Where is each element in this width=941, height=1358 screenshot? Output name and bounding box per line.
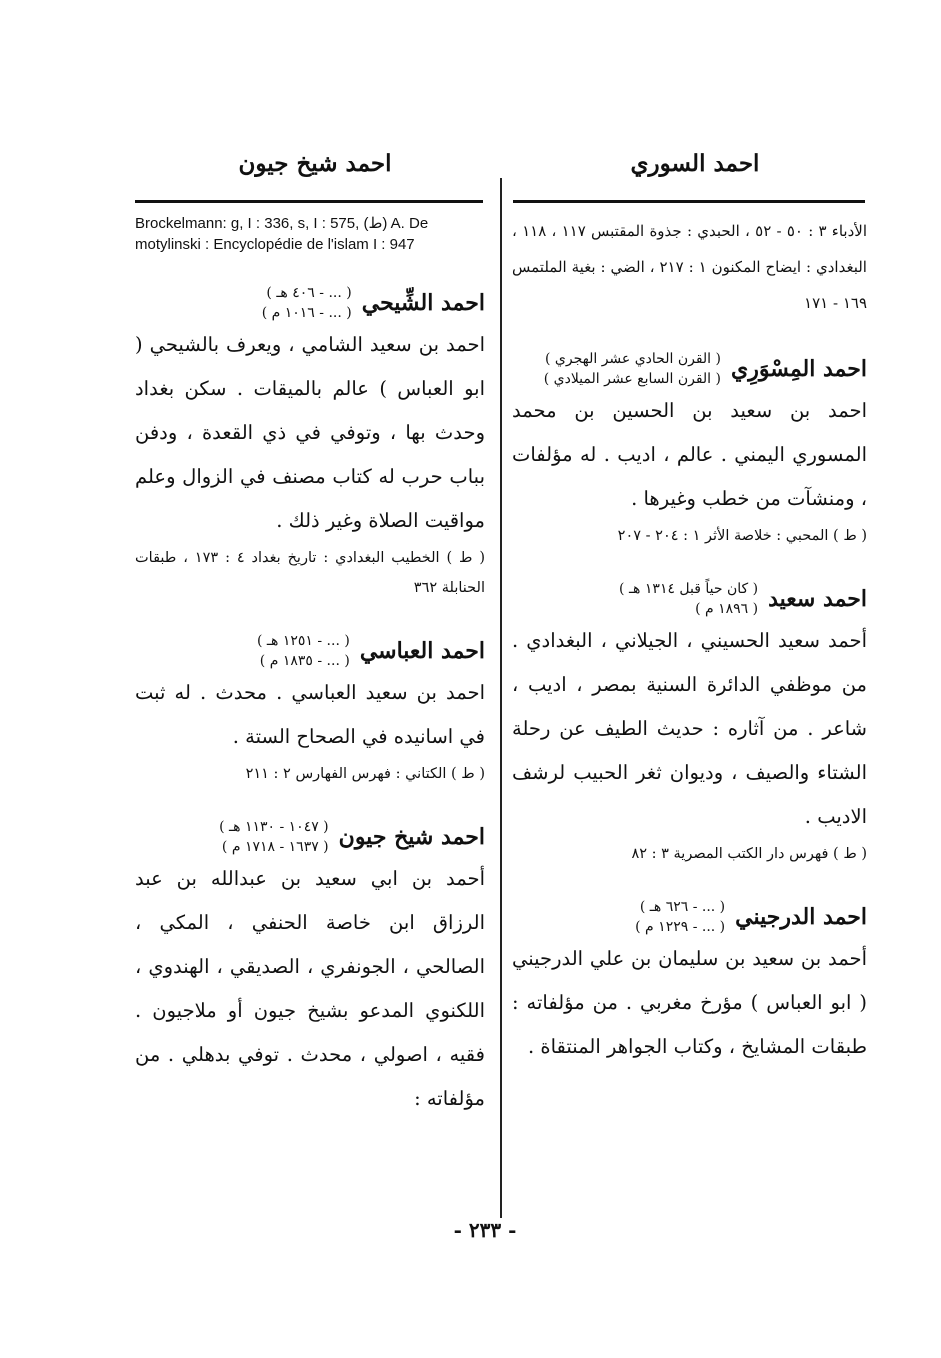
entry-heading (512, 897, 867, 937)
left-column (135, 213, 485, 1121)
running-head-left: احمد شيخ جيون (238, 150, 392, 177)
entry-body: احمد بن سعيد الشامي ، ويعرف بالشيحي ( ابو العباس ) عالم بالميقات . سكن بغداد وحدث بها ، وتوفي في ذي القعدة ، ودفن بباب حرب له كتاب مصنف في الزوال وعلم مواقيت الصلاة وغير ذلك . (135, 333, 485, 532)
entry-heading (135, 817, 485, 857)
running-head-right: احمد السوري (630, 150, 760, 177)
entry-name: احمد سعيد (768, 586, 867, 612)
entry-references: ( ط ) فهرس دار الكتب المصرية ٣ : ٨٢ (631, 846, 867, 862)
entry-dates (544, 349, 721, 389)
date-gregorian: ( ... - ١٨٣٥ م ) (259, 653, 350, 669)
date-gregorian: ( ١٦٣٧ - ١٧١٨ م ) (221, 839, 329, 855)
entry-heading (135, 283, 485, 323)
entry-heading (512, 579, 867, 619)
header-rule-right (513, 200, 865, 203)
entry-heading (135, 631, 485, 671)
entry-name: احمد الدرجيني (735, 904, 867, 930)
continued-references: الأدباء ٣ : ٥٠ - ٥٢ ، الحبدي : جذوة المقتبس ١١٧ ، ١١٨ ، البغدادي : ايضاح المكنون ١ : ٢١٧ ، الضي : بغية الملتمس ١٦٩ - ١٧١ (512, 222, 868, 312)
column-divider (500, 178, 502, 1218)
entry-name: احمد الشِّيحي (361, 290, 485, 316)
entry-body: أحمد بن ابي سعيد بن عبدالله بن عبد الرزاق ابن خاصة الحنفي ، المكي ، الصالحي ، الجونفري ، الصديقي ، الهندوي ، اللكنوي المدعو بشيخ جيون أو ملاجيون . فقيه ، اصولي ، محدث . توفي بدهلي . من مؤلفاته : (135, 867, 485, 1110)
date-gregorian: ( ... - ١٠١٦ م ) (261, 305, 352, 321)
entry-body: احمد بن سعيد العباسي . محدث . له ثبت في اسانيده في الصحاح الستة . (135, 681, 485, 748)
entry-dates (219, 817, 329, 857)
page-number: - ٢٣٣ - (453, 1218, 517, 1242)
entry-references: ( ط ) الخطيب البغدادي : تاريخ بغداد ٤ : ١٧٣ ، طبقات الحنابلة ٣٦٢ (135, 550, 485, 596)
entry-body: أحمد بن سعيد بن سليمان بن علي الدرجيني ( ابو العباس ) مؤرخ مغربي . من مؤلفاته : طبقات المشايخ ، وكتاب الجواهر المنتقاة . (512, 947, 867, 1058)
entry-body: احمد بن سعيد بن الحسين بن محمد المسوري اليمني . عالم ، اديب . له مؤلفات ، ومنشآت من خطب وغيرها . (512, 399, 867, 510)
entry-name: احمد العباسي (359, 638, 485, 664)
date-gregorian: ( القرن السابع عشر الميلادي ) (543, 371, 721, 387)
date-hijri: ( ... - ١٢٥١ هـ ) (256, 633, 350, 649)
entry-dates (257, 631, 350, 671)
latin-references: Brockelmann: g, I : 336, s, I : 575, (ط) A. De motylinski : Encyclopédie de l'islam I : 947 (135, 215, 429, 253)
date-hijri: ( ... - ٤٠٦ هـ ) (266, 285, 352, 301)
date-gregorian: ( ... - ١٢٢٩ م ) (635, 919, 726, 935)
date-hijri: ( كان حياً قبل ١٣١٤ هـ ) (619, 581, 759, 597)
header-rule-left (135, 200, 483, 203)
date-hijri: ( ... - ٦٢٦ هـ ) (639, 899, 726, 915)
entry-name: احمد شيخ جيون (338, 824, 485, 850)
entry-body: أحمد سعيد الحسيني ، الجيلاني ، البغدادي . من موظفي الدائرة السنية بمصر ، اديب ، شاعر . من آثاره : حديث الطيف عن رحلة الشتاء والصيف ، وديوان ثغر الحبيب لرشف الاديب . (512, 629, 867, 828)
entry-heading (512, 349, 867, 389)
entry-name: احمد المِسْوَرِي (730, 356, 867, 382)
right-column (512, 213, 867, 1069)
date-gregorian: ( ١٨٩٦ م ) (695, 601, 759, 617)
entry-dates (262, 283, 352, 323)
date-hijri: ( ١٠٤٧ - ١١٣٠ هـ ) (219, 819, 329, 835)
entry-dates (619, 579, 758, 619)
entry-references: ( ط ) الكتاني : فهرس الفهارس ٢ : ٢١١ (245, 766, 485, 782)
entry-dates (635, 897, 725, 937)
date-hijri: ( القرن الحادي عشر الهجري ) (545, 351, 721, 367)
entry-references: ( ط ) المحبي : خلاصة الأثر ١ : ٢٠٤ - ٢٠٧ (617, 528, 867, 544)
